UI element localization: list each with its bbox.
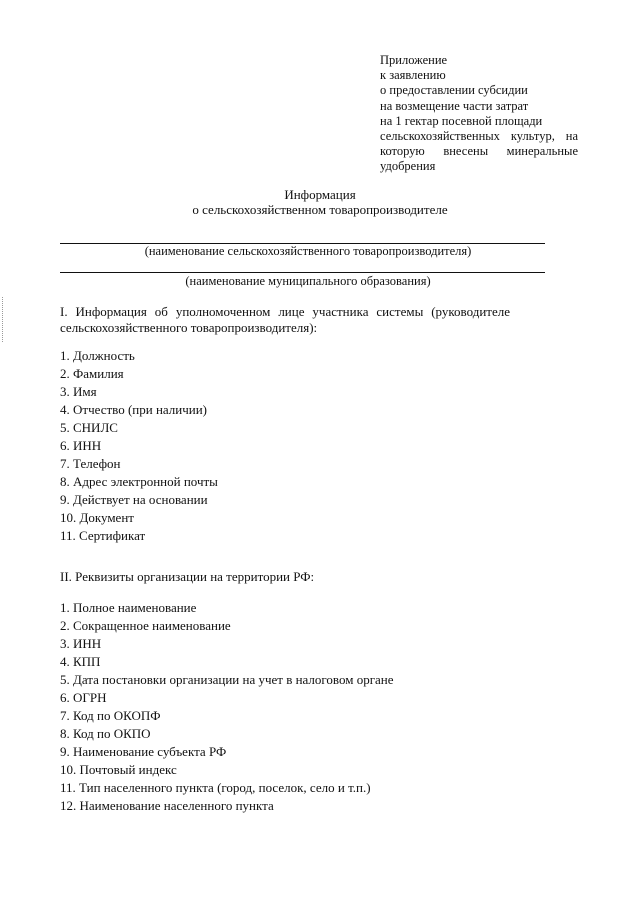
list-item: 12. Наименование населенного пункта (60, 798, 274, 813)
appendix-line: Приложение (380, 53, 448, 67)
section-1-title-line: I. Информация об уполномоченном лице участника системы (руководителе (60, 304, 510, 319)
section-2-title-text: II. Реквизиты организации на территории РФ: (60, 569, 315, 584)
section-1-title-line: сельскохозяйственного товаропроизводителя): (60, 320, 318, 335)
appendix-line: удобрения (380, 159, 436, 174)
list-item: 6. ОГРН (60, 690, 107, 705)
appendix-line: которую внесены минеральные (380, 144, 578, 159)
list-item: 2. Фамилия (60, 366, 124, 381)
section-2-list (60, 599, 394, 815)
appendix-line: о предоставлении субсидии (380, 83, 528, 98)
list-item: 10. Почтовый индекс (60, 762, 177, 777)
section-1-title (60, 304, 510, 336)
municipality-name-caption: (наименование муниципального образования) (185, 274, 431, 288)
appendix-line: на возмещение части затрат (380, 98, 529, 113)
appendix-note (380, 53, 578, 175)
list-item: 9. Действует на основании (60, 492, 208, 507)
scan-margin-mark (2, 297, 6, 342)
list-item: 11. Сертификат (60, 528, 146, 543)
list-item: 4. Отчество (при наличии) (60, 402, 208, 417)
list-item: 8. Код по ОКПО (60, 726, 151, 741)
list-item: 7. Телефон (60, 456, 121, 471)
list-item: 7. Код по ОКОПФ (60, 708, 161, 723)
list-item: 1. Должность (60, 348, 135, 363)
list-item: 3. ИНН (60, 636, 102, 651)
list-item: 11. Тип населенного пункта (город, поселок, село и т.п.) (60, 780, 371, 795)
list-item: 4. КПП (60, 654, 101, 669)
municipality-name-line (60, 272, 545, 273)
list-item: 2. Сокращенное наименование (60, 618, 231, 633)
list-item: 10. Документ (60, 510, 134, 525)
list-item: 8. Адрес электронной почты (60, 474, 218, 489)
appendix-line: на 1 гектар посевной площади (380, 113, 543, 128)
document-title: Информация (284, 187, 356, 202)
section-1-list (60, 347, 218, 545)
appendix-line: к заявлению (380, 68, 446, 83)
document-subtitle: о сельскохозяйственном товаропроизводителе (192, 202, 448, 217)
appendix-line: сельскохозяйственных культур, на (380, 129, 578, 144)
list-item: 1. Полное наименование (60, 600, 197, 615)
list-item: 5. СНИЛС (60, 420, 118, 435)
producer-name-caption: (наименование сельскохозяйственного товаропроизводителя) (144, 244, 472, 258)
list-item: 3. Имя (60, 384, 97, 399)
section-2-title (60, 569, 580, 585)
list-item: 6. ИНН (60, 438, 102, 453)
list-item: 9. Наименование субъекта РФ (60, 744, 227, 759)
list-item: 5. Дата постановки организации на учет в налоговом органе (60, 672, 394, 687)
